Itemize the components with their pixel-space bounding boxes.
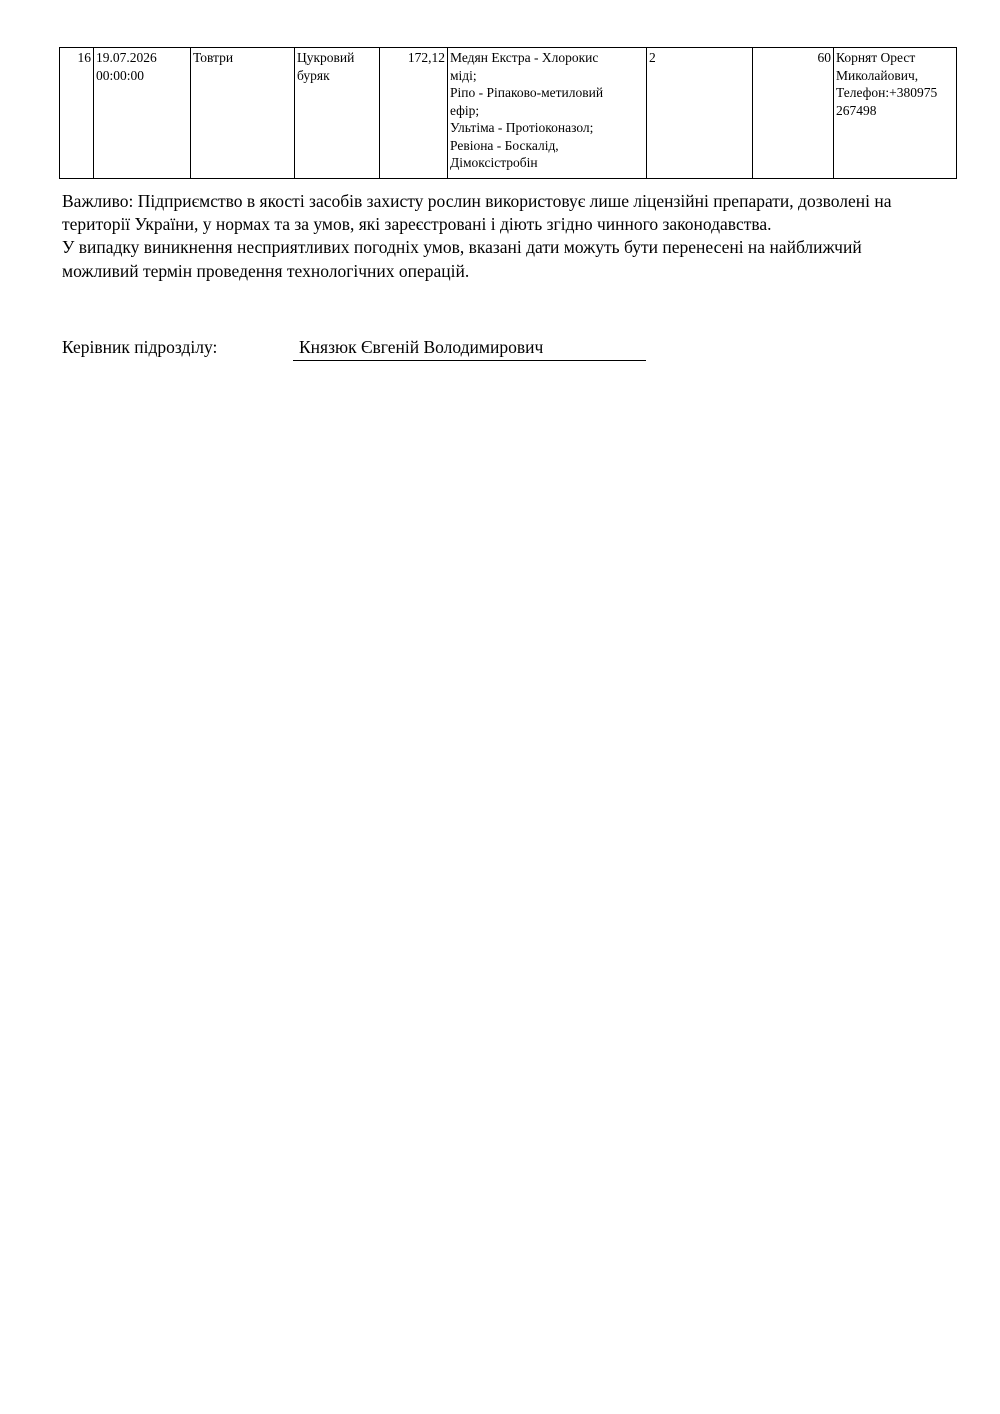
preparation-line: Дімоксістробін (450, 155, 538, 170)
crop-line: Цукровий (297, 50, 355, 65)
date-cell (94, 48, 191, 179)
preparation-line: Ультіма - Протіоконазол; (450, 120, 594, 135)
date-line: 19.07.2026 (96, 50, 157, 65)
treatment-schedule-table (59, 47, 957, 179)
location-cell: Товтри (191, 48, 295, 179)
preparation-line: Ріпо - Ріпаково-метиловий (450, 85, 604, 100)
notice-paragraph-licensed: Важливо: Підприємство в якості засобів захисту рослин використовує лише ліцензійні препарати, дозволені на території України, у нормах та за умов, які зареєстровані і діють згідно чинного законодавства. (62, 191, 892, 235)
signature-name: Князюк Євгеній Володимирович (293, 336, 646, 361)
area-cell: 172,12 (380, 48, 448, 179)
preparation-line: Медян Екстра - Хлорокис (450, 50, 599, 65)
notice-paragraph-weather: У випадку виникнення несприятливих погодніх умов, вказані дати можуть бути перенесені на найближчий можливий термін проведення технологічних операцій. (62, 237, 862, 281)
contact-line: Корнят Орест (836, 50, 916, 65)
crop-cell (295, 48, 380, 179)
preparation-line: ефір; (450, 102, 480, 118)
contact-line: 267498 (836, 102, 877, 118)
contact-line: Телефон:+380975 (836, 85, 938, 100)
notice-block (62, 190, 922, 283)
crop-line: буряк (297, 67, 330, 83)
column-8-cell: 60 (753, 48, 834, 179)
contact-line: Миколайович, (836, 67, 919, 83)
contact-cell (834, 48, 957, 179)
row-number-cell: 16 (60, 48, 94, 179)
preparation-line: міді; (450, 67, 477, 83)
time-line: 00:00:00 (96, 67, 145, 83)
preparation-line: Ревіона - Боскалід, (450, 137, 559, 153)
signature-label: Керівник підрозділу: (62, 337, 218, 357)
column-7-cell: 2 (647, 48, 753, 179)
table-row (60, 48, 957, 179)
preparations-cell (448, 48, 647, 179)
